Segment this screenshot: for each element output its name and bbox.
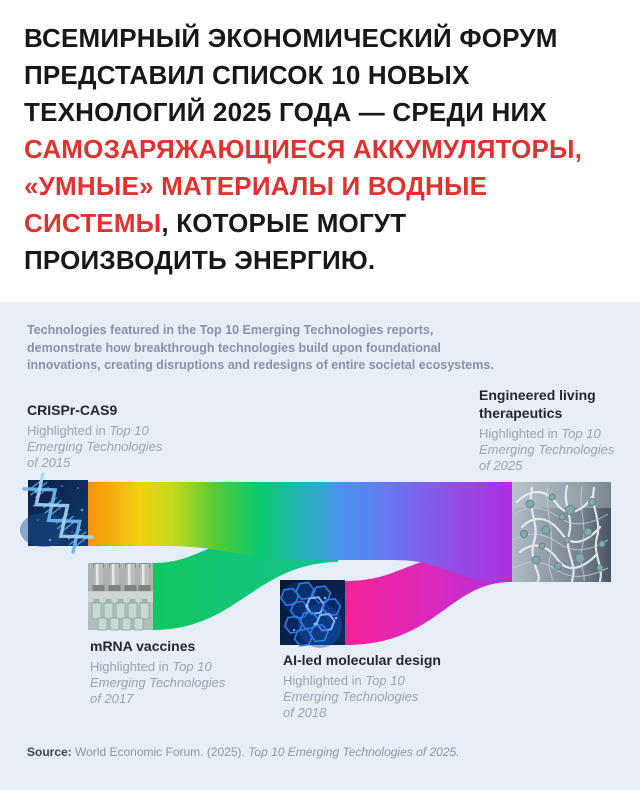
- headline: ВСЕМИРНЫЙ ЭКОНОМИЧЕСКИЙ ФОРУМ ПРЕДСТАВИЛ СПИСОК 10 НОВЫХ ТЕХНОЛОГИЙ 2025 ГОДА — СРЕДИ НИХ САМОЗАРЯЖАЮЩИЕСЯ АККУМУЛЯТОРЫ, «УМНЫЕ» МАТЕРИАЛЫ И ВОДНЫЕ СИСТЕМЫ, КОТОРЫЕ МОГУТ ПРОИЗВОДИТЬ ЭНЕРГИЮ.: [24, 23, 583, 275]
- flow-diagram: [0, 470, 640, 702]
- label-mrna-title: mRNA vaccines: [90, 638, 196, 654]
- label-engineered-title: Engineered living therapeutics: [479, 387, 596, 421]
- ai-molecular-design-image: [279, 578, 345, 648]
- label-crispr-sub: Highlighted in Top 10 Emerging Technologies of 2015: [27, 423, 163, 470]
- mrna-vaccines-image: [88, 563, 153, 630]
- label-crispr-title: CRISPr-CAS9: [27, 402, 118, 418]
- engineered-therapeutics-image: [512, 482, 611, 582]
- label-ai-sub: Highlighted in Top 10 Emerging Technologies of 2018: [283, 673, 419, 720]
- source-line: Source: World Economic Forum. (2025). Top 10 Emerging Technologies of 2025.: [27, 745, 460, 759]
- label-crispr: [27, 401, 162, 471]
- label-engineered-sub: Highlighted in Top 10 Emerging Technologies of 2025: [479, 426, 615, 473]
- label-mrna-sub: Highlighted in Top 10 Emerging Technologies of 2017: [90, 659, 226, 706]
- intro-text: Technologies featured in the Top 10 Emerging Technologies reports, demonstrate how breakthrough technologies build upon foundational innovations, creating disruptions and redesigns of entire societal ecosystems.: [27, 323, 494, 372]
- label-engineered: [479, 386, 634, 474]
- crispr-cas9-image: [20, 474, 92, 552]
- label-ai-title: AI-led molecular design: [283, 652, 441, 668]
